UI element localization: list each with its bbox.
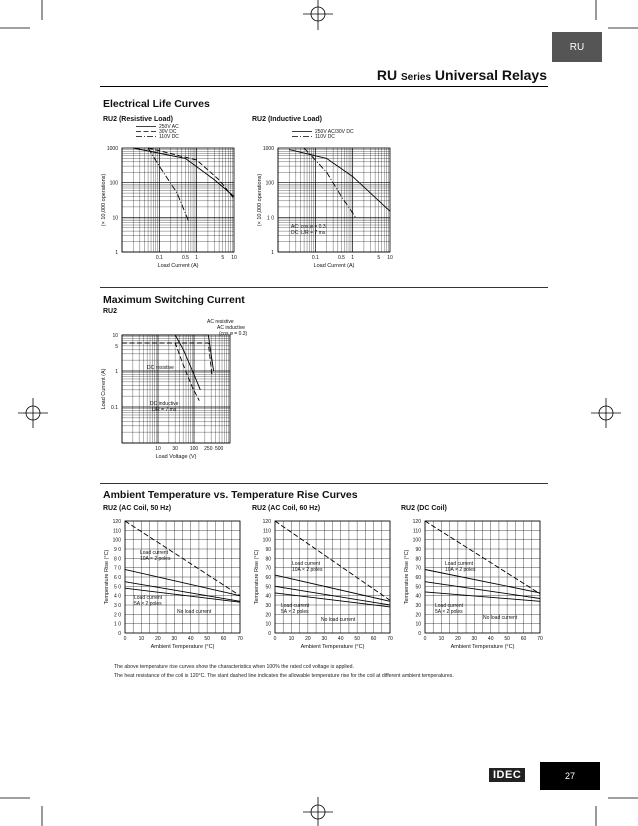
chart-grid <box>125 521 240 633</box>
x-axis-label: Load Current (A) <box>157 263 199 269</box>
y-tick-label: 80 <box>415 556 421 563</box>
annotation-label: Load current <box>445 561 474 567</box>
chart-temp-ac50 <box>103 505 243 650</box>
chart-temp-dc <box>401 505 543 650</box>
section-title-ambient: Ambient Temperature vs. Temperature Rise Curves <box>103 489 358 501</box>
chart-title: RU2 (Inductive Load) <box>252 116 323 123</box>
annotation-label: DC resistive <box>147 365 174 371</box>
chart-temp-ac60 <box>252 505 393 650</box>
x-tick-label: 10 <box>138 636 145 642</box>
y-tick-label: 100 <box>109 180 118 187</box>
page-number-box <box>540 762 600 790</box>
annotation-label: DC: L/R = 7 ms <box>291 230 326 236</box>
y-tick-label: 30 <box>415 603 421 609</box>
legend-label: 250V AC <box>159 124 179 130</box>
legend-label: 110V DC <box>159 134 179 140</box>
annotation-label: L/R = 7 ms <box>152 407 177 413</box>
chart-title: RU2 (AC Coil, 60 Hz) <box>252 505 321 512</box>
y-tick-label: 5 0 <box>114 584 121 591</box>
x-axis-label: Load Voltage (V) <box>155 454 197 460</box>
y-tick-label: 120 <box>262 519 271 525</box>
x-tick-label: 60 <box>520 636 527 642</box>
y-tick-label: 50 <box>265 584 271 591</box>
series-line <box>122 343 199 401</box>
x-tick-label: 40 <box>487 636 494 642</box>
y-tick-label: 0.1 <box>111 405 118 411</box>
switching-subtitle: RU2 <box>103 308 118 315</box>
y-tick-label: 110 <box>413 528 421 535</box>
x-axis-label: Load Current (A) <box>313 263 355 269</box>
x-tick-label: 60 <box>220 636 227 642</box>
y-axis-label: Load Current (A) <box>101 368 107 410</box>
x-tick-label: 0 <box>423 636 427 642</box>
annotation-label: Load current <box>292 561 321 567</box>
y-tick-label: 100 <box>262 537 271 544</box>
page-number: 27 <box>564 771 575 781</box>
x-tick-label: 50 <box>354 636 360 642</box>
y-tick-label: 0 <box>118 631 121 637</box>
y-tick-label: 2 0 <box>114 612 121 619</box>
y-tick-label: 90 <box>265 547 271 553</box>
plot-frame <box>122 335 230 443</box>
legend-label: 110V DC <box>315 134 335 140</box>
y-axis-label: Temperature Rise (°C) <box>104 549 110 605</box>
chart-grid <box>122 335 230 443</box>
y-tick-label: 70 <box>265 565 271 572</box>
y-tick-label: 60 <box>415 575 421 581</box>
chart-title: RU2 (Resistive Load) <box>103 116 174 123</box>
x-tick-label: 0.1 <box>311 255 319 261</box>
x-tick-label: 30 <box>171 636 178 642</box>
legend-label: 30V DC <box>159 129 177 135</box>
y-tick-label: 10 <box>415 621 421 628</box>
y-tick-label: 20 <box>415 612 421 619</box>
annotation-label: AC inductive <box>217 325 246 331</box>
y-axis-label: (× 10,000 operations) <box>101 173 107 227</box>
chart-life-inductive <box>252 116 393 269</box>
x-tick-label: 10 <box>288 636 295 642</box>
section-tab-label: RU <box>569 41 585 53</box>
y-tick-label: 1000 <box>262 146 274 152</box>
note-1: The above temperature rise curves show the characteristics when 100% the rated coil voltage is applied. <box>114 664 354 670</box>
y-tick-label: 120 <box>412 519 421 525</box>
annotation-label: 5A × 2 poles <box>134 601 162 607</box>
y-tick-label: 1 0 <box>114 621 121 628</box>
x-axis-label: Ambient Temperature (°C) <box>300 644 365 650</box>
section-title-switching: Maximum Switching Current <box>103 294 245 306</box>
annotation-label: 10A × 2 poles <box>292 567 323 573</box>
x-tick-label: 50 <box>504 636 510 642</box>
x-tick-label: 0.5 <box>181 255 189 261</box>
annotation-label: AC resistive <box>207 319 234 325</box>
x-tick-label: 70 <box>387 636 393 642</box>
y-tick-label: 0 <box>418 631 421 637</box>
chart-grid <box>122 148 234 252</box>
y-tick-label: 110 <box>263 528 271 535</box>
plot-frame <box>122 148 234 252</box>
x-tick-label: 10 <box>231 255 237 261</box>
annotation-label: 5A × 2 poles <box>281 609 309 615</box>
legend-label: 250V AC/30V DC <box>315 129 354 135</box>
chart-title: RU2 (AC Coil, 50 Hz) <box>103 505 172 512</box>
y-tick-label: 10 <box>265 621 271 628</box>
chart-max-switching <box>101 319 248 460</box>
y-tick-label: 8 0 <box>114 556 121 563</box>
y-tick-label: 60 <box>265 575 271 581</box>
x-tick-label: 30 <box>172 446 178 452</box>
x-tick-label: 20 <box>305 636 311 642</box>
x-tick-label: 10 <box>438 636 445 642</box>
series-line <box>289 150 390 212</box>
annotation-label: (cos ø = 0.3) <box>219 331 248 337</box>
y-tick-label: 9 0 <box>114 547 121 553</box>
x-tick-label: 50 <box>204 636 210 642</box>
y-tick-label: 50 <box>415 584 421 591</box>
y-axis-label: Temperature Rise (°C) <box>254 549 260 605</box>
x-tick-label: 10 <box>387 255 393 261</box>
y-tick-label: 120 <box>112 519 121 525</box>
x-tick-label: 100 <box>189 446 199 452</box>
header-series-title: Universal Relays <box>434 67 547 83</box>
annotation-label: 10A × 2 poles <box>445 567 476 573</box>
y-tick-label: 100 <box>265 180 274 187</box>
y-axis-label: Temperature Rise (°C) <box>404 549 410 605</box>
x-tick-label: 5 <box>377 255 381 261</box>
x-tick-label: 500 <box>214 446 224 452</box>
annotation-label: 5A × 2 poles <box>435 609 463 615</box>
x-tick-label: 0 <box>273 636 277 642</box>
y-tick-label: 10 <box>112 215 118 222</box>
y-tick-label: 100 <box>412 537 421 544</box>
y-tick-label: 80 <box>265 556 271 563</box>
x-tick-label: 70 <box>237 636 243 642</box>
annotation-label: No load current <box>483 615 518 621</box>
y-tick-label: 90 <box>415 547 421 553</box>
x-tick-label: 5 <box>221 255 225 261</box>
annotation-label: No load current <box>321 617 356 623</box>
note-2: The heat resistance of the coil is 120°C. The slant dashed line indicates the allowable temperature rise for the coil at different ambient temperatures. <box>114 673 454 679</box>
annotation-label: Load current <box>435 603 464 609</box>
x-tick-label: 20 <box>155 636 161 642</box>
header-series-word: Series <box>401 72 432 83</box>
chart-life-resistive <box>101 116 237 269</box>
annotation-label: AC: cos ø = 0.3 <box>291 224 326 230</box>
y-tick-label: 5 <box>115 343 118 350</box>
annotation-label: Load current <box>140 550 169 556</box>
annotation-label: Load current <box>134 595 163 601</box>
y-tick-label: 40 <box>415 593 421 600</box>
x-tick-label: 0.5 <box>337 255 345 261</box>
annotation-label: DC inductive <box>150 401 179 407</box>
y-tick-label: 110 <box>113 528 121 535</box>
x-tick-label: 30 <box>321 636 328 642</box>
y-tick-label: 20 <box>265 612 271 619</box>
y-tick-label: 4 0 <box>114 593 121 600</box>
chart-title: RU2 (DC Coil) <box>401 505 447 512</box>
y-tick-label: 1 <box>115 250 118 256</box>
series-line <box>122 343 212 377</box>
x-tick-label: 10 <box>155 446 161 452</box>
x-tick-label: 40 <box>337 636 344 642</box>
x-axis-label: Ambient Temperature (°C) <box>150 644 215 650</box>
x-tick-label: 1 <box>195 255 199 261</box>
y-tick-label: 0 <box>268 631 271 637</box>
y-tick-label: 30 <box>265 603 271 609</box>
annotation-label: Load current <box>281 603 310 609</box>
x-axis-label: Ambient Temperature (°C) <box>450 644 515 650</box>
header-series-code: RU <box>376 67 398 83</box>
x-tick-label: 1 <box>351 255 355 261</box>
y-tick-label: 100 <box>112 537 121 544</box>
y-tick-label: 3 0 <box>114 603 121 609</box>
x-tick-label: 0.1 <box>155 255 163 261</box>
x-tick-label: 40 <box>187 636 194 642</box>
y-tick-label: 6 0 <box>114 575 121 581</box>
x-tick-label: 250 <box>204 446 213 452</box>
y-tick-label: 1 0 <box>267 215 274 222</box>
x-tick-label: 60 <box>370 636 377 642</box>
y-tick-label: 1000 <box>106 146 118 152</box>
annotation-label: 10A × 2 poles <box>140 556 171 562</box>
y-axis-label: (× 10,000 operations) <box>257 173 263 227</box>
x-tick-label: 20 <box>455 636 461 642</box>
x-tick-label: 0 <box>123 636 127 642</box>
y-tick-label: 7 0 <box>114 565 121 572</box>
y-tick-label: 70 <box>415 565 421 572</box>
section-title-life: Electrical Life Curves <box>103 98 210 110</box>
y-tick-label: 1 <box>271 250 274 256</box>
y-tick-label: 10 <box>112 333 118 339</box>
x-tick-label: 70 <box>537 636 543 642</box>
y-tick-label: 1 <box>115 369 118 375</box>
idec-logo: IDEC <box>489 768 525 782</box>
annotation-label: No load current <box>177 609 212 615</box>
x-tick-label: 30 <box>471 636 478 642</box>
y-tick-label: 40 <box>265 593 271 600</box>
